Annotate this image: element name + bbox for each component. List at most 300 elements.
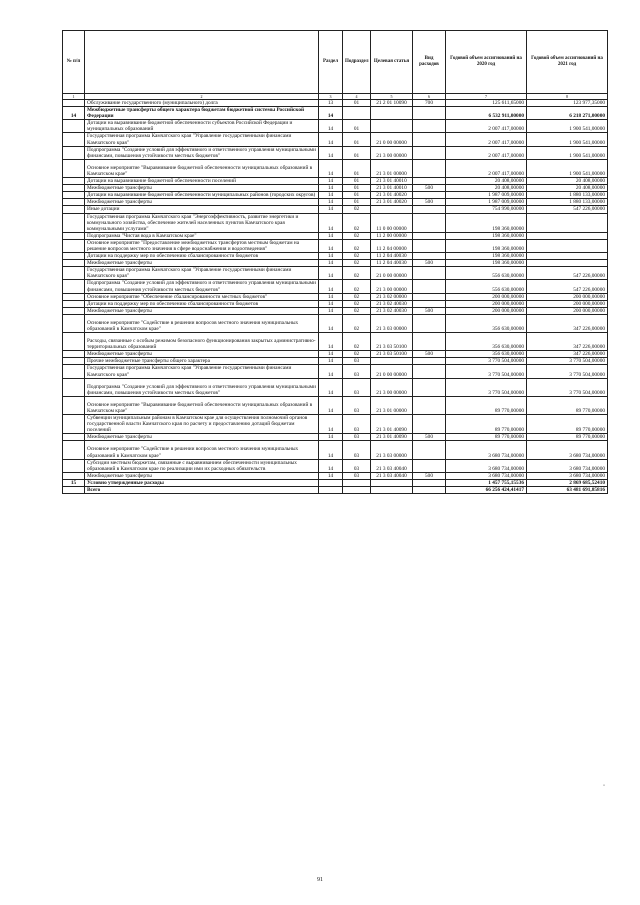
row-amount-2020: 356 630,00000 xyxy=(446,351,527,358)
row-razdel: 14 xyxy=(319,206,343,213)
row-amount-2021 xyxy=(527,232,608,239)
corner-mark: » xyxy=(603,782,605,787)
row-amount-2021: 1 880 133,00000 xyxy=(527,192,608,199)
row-amount-2020: 3 770 504,00000 xyxy=(446,358,527,365)
table-row xyxy=(63,120,608,133)
row-target-article: 21 3 03 50100 xyxy=(371,351,413,358)
table-row xyxy=(63,253,608,260)
table-row xyxy=(63,459,608,472)
row-podrazdel: 03 xyxy=(343,358,371,365)
row-razdel: 14 xyxy=(319,192,343,199)
row-amount-2021: 1 900 541,00000 xyxy=(527,133,608,146)
row-name: Иные дотации xyxy=(85,206,319,213)
row-razdel: 14 xyxy=(319,459,343,472)
row-name: Государственная программа Камчатского края "Управление государственными финансами Камчатского края" xyxy=(85,365,319,378)
row-number xyxy=(63,300,85,307)
table-row xyxy=(63,213,608,232)
row-amount-2020: 2 007 417,00000 xyxy=(446,120,527,133)
row-razdel xyxy=(319,479,343,486)
row-expense-type xyxy=(413,396,446,414)
row-name: Дотации на выравнивание бюджетной обеспеченности поселений xyxy=(85,178,319,185)
row-podrazdel: 02 xyxy=(343,307,371,314)
row-razdel: 14 xyxy=(319,260,343,267)
row-amount-2021: 6 218 271,00000 xyxy=(527,107,608,120)
row-razdel: 14 xyxy=(319,146,343,159)
row-target-article: 21 0 00 00000 xyxy=(371,267,413,280)
table-row xyxy=(63,415,608,434)
row-number xyxy=(63,365,85,378)
row-number xyxy=(63,199,85,206)
row-amount-2020: 356 630,00000 xyxy=(446,314,527,332)
row-amount-2021: 347 226,00000 xyxy=(527,314,608,332)
row-target-article: 21 3 03 40040 xyxy=(371,459,413,472)
table-row xyxy=(63,178,608,185)
row-number xyxy=(63,159,85,177)
row-amount-2020: 198 360,00000 xyxy=(446,213,527,232)
row-number xyxy=(63,192,85,199)
row-number xyxy=(63,459,85,472)
table-row xyxy=(63,185,608,192)
row-podrazdel: 01 xyxy=(343,120,371,133)
table-body xyxy=(63,100,608,494)
row-number xyxy=(63,213,85,232)
row-razdel xyxy=(319,486,343,493)
row-target-article: 21 3 01 00000 xyxy=(371,396,413,414)
row-razdel: 14 xyxy=(319,472,343,479)
row-razdel: 14 xyxy=(319,253,343,260)
row-podrazdel: 02 xyxy=(343,253,371,260)
table-header-row xyxy=(63,31,608,94)
row-target-article: 21 3 01 40010 xyxy=(371,185,413,192)
row-name: Подпрограмма "Создание условий для эффективного и ответственного управления муниципальными финансами, повышения устойчивости местных бюджетов" xyxy=(85,378,319,396)
row-amount-2021: 123 977,35000 xyxy=(527,100,608,107)
row-expense-type xyxy=(413,300,446,307)
row-number xyxy=(63,178,85,185)
row-target-article xyxy=(371,479,413,486)
table-row xyxy=(63,358,608,365)
row-name: Межбюджетные трансферты xyxy=(85,472,319,479)
row-amount-2020: 2 007 417,00000 xyxy=(446,133,527,146)
row-podrazdel: 02 xyxy=(343,267,371,280)
row-podrazdel: 01 xyxy=(343,178,371,185)
col-number: 8 xyxy=(527,94,608,100)
row-amount-2021: 3 680 734,00000 xyxy=(527,459,608,472)
table-row xyxy=(63,239,608,252)
row-expense-type xyxy=(413,239,446,252)
row-target-article: 21 3 01 00000 xyxy=(371,159,413,177)
row-amount-2021: 547 226,00000 xyxy=(527,267,608,280)
row-expense-type: 500 xyxy=(413,307,446,314)
row-name: Основное мероприятие "Содействие в решении вопросов местного значения муниципальных образований в Камчатском крае" xyxy=(85,441,319,459)
row-name: Условно утвержденные расходы xyxy=(85,479,319,486)
row-amount-2021: 89 770,00000 xyxy=(527,434,608,441)
row-razdel: 14 xyxy=(319,199,343,206)
row-razdel: 14 xyxy=(319,232,343,239)
row-name: Государственная программа Камчатского края "Управление государственными финансами Камчатского края" xyxy=(85,133,319,146)
row-number xyxy=(63,185,85,192)
row-razdel: 14 xyxy=(319,120,343,133)
row-number xyxy=(63,486,85,493)
row-name: Межбюджетные трансферты xyxy=(85,351,319,358)
row-amount-2020: 20 408,00000 xyxy=(446,178,527,185)
row-target-article xyxy=(371,120,413,133)
table-row xyxy=(63,107,608,120)
row-razdel: 14 xyxy=(319,239,343,252)
row-podrazdel: 03 xyxy=(343,459,371,472)
row-razdel: 14 xyxy=(319,396,343,414)
row-number xyxy=(63,333,85,351)
row-amount-2021: 200 000,00000 xyxy=(527,293,608,300)
row-amount-2020: 754 990,00000 xyxy=(446,206,527,213)
row-expense-type: 500 xyxy=(413,199,446,206)
page-number: 91 xyxy=(317,877,323,883)
row-expense-type xyxy=(413,459,446,472)
row-number: 14 xyxy=(63,107,85,120)
row-podrazdel: 02 xyxy=(343,293,371,300)
row-expense-type xyxy=(413,415,446,434)
row-name: Обслуживание государственного (муниципального) долга xyxy=(85,100,319,107)
table-row xyxy=(63,314,608,332)
row-amount-2021: 3 680 734,00000 xyxy=(527,441,608,459)
row-expense-type xyxy=(413,267,446,280)
row-name: Подпрограмма "Чистая вода в Камчатском крае" xyxy=(85,232,319,239)
row-name: Подпрограмма "Создание условий для эффективного и ответственного управления муниципальными финансами, повышения устойчивости местных бюджетов" xyxy=(85,146,319,159)
row-amount-2020: 66 256 424,41417 xyxy=(446,486,527,493)
row-expense-type xyxy=(413,120,446,133)
row-expense-type xyxy=(413,280,446,293)
row-amount-2021: 200 000,00000 xyxy=(527,300,608,307)
header-2021: Годовой объем ассигнований на 2021 год xyxy=(527,31,608,94)
row-name: Основное мероприятие "Обеспечение сбалансированности местных бюджетов" xyxy=(85,293,319,300)
col-number: 4 xyxy=(343,94,371,100)
row-amount-2021: 3 770 504,00000 xyxy=(527,358,608,365)
row-amount-2021: 20 408,00000 xyxy=(527,185,608,192)
table-row xyxy=(63,206,608,213)
row-name: Всего xyxy=(85,486,319,493)
table-row xyxy=(63,100,608,107)
row-podrazdel xyxy=(343,486,371,493)
row-amount-2020: 556 630,00000 xyxy=(446,267,527,280)
row-target-article: 21 3 00 00000 xyxy=(371,280,413,293)
row-amount-2020: 20 408,00000 xyxy=(446,185,527,192)
row-target-article: 21 0 00 00000 xyxy=(371,133,413,146)
header-expense-type: Вид расходов xyxy=(413,31,446,94)
row-amount-2021: 347 226,00000 xyxy=(527,351,608,358)
document-page xyxy=(62,30,607,494)
table-row xyxy=(63,434,608,441)
row-target-article: 11 2 04 40030 xyxy=(371,253,413,260)
table-row xyxy=(63,351,608,358)
row-number xyxy=(63,133,85,146)
row-podrazdel: 02 xyxy=(343,232,371,239)
col-number: 2 xyxy=(85,94,319,100)
row-expense-type xyxy=(413,232,446,239)
table-row xyxy=(63,300,608,307)
row-target-article: 21 3 03 40040 xyxy=(371,472,413,479)
row-podrazdel: 03 xyxy=(343,396,371,414)
row-razdel: 14 xyxy=(319,300,343,307)
row-podrazdel: 01 xyxy=(343,100,371,107)
row-target-article xyxy=(371,486,413,493)
col-number: 5 xyxy=(371,94,413,100)
row-number xyxy=(63,206,85,213)
row-razdel: 14 xyxy=(319,314,343,332)
row-name: Субсидии местным бюджетам, связанные с выравниванием обеспеченности муниципальных образований в Камчатском крае по реализации ими их расходных обязательств xyxy=(85,459,319,472)
row-amount-2021: 547 226,00000 xyxy=(527,280,608,293)
row-number xyxy=(63,253,85,260)
budget-table xyxy=(62,30,608,494)
row-target-article: 21 3 02 40030 xyxy=(371,300,413,307)
row-number xyxy=(63,415,85,434)
row-amount-2020: 3 680 734,00000 xyxy=(446,441,527,459)
table-row xyxy=(63,280,608,293)
table-row xyxy=(63,146,608,159)
row-razdel: 14 xyxy=(319,434,343,441)
row-expense-type xyxy=(413,253,446,260)
row-podrazdel: 01 xyxy=(343,199,371,206)
row-name: Основное мероприятие "Предоставление межбюджетных трансфертов местным бюджетам на решение вопросов местного значения в сфере водоснабжения и водоотведения" xyxy=(85,239,319,252)
row-expense-type xyxy=(413,378,446,396)
row-amount-2020: 1 987 009,00000 xyxy=(446,192,527,199)
row-name: Межбюджетные трансферты xyxy=(85,307,319,314)
row-razdel: 14 xyxy=(319,415,343,434)
row-amount-2020: 198 360,00000 xyxy=(446,239,527,252)
row-podrazdel: 03 xyxy=(343,415,371,434)
row-number xyxy=(63,239,85,252)
row-amount-2021: 89 770,00000 xyxy=(527,415,608,434)
row-podrazdel: 03 xyxy=(343,472,371,479)
row-expense-type xyxy=(413,479,446,486)
row-podrazdel: 03 xyxy=(343,365,371,378)
row-name: Подпрограмма "Создание условий для эффективного и ответственного управления муниципальными финансами, повышения устойчивости местных бюджетов" xyxy=(85,280,319,293)
row-amount-2020: 89 770,00000 xyxy=(446,434,527,441)
row-razdel: 14 xyxy=(319,280,343,293)
row-podrazdel: 01 xyxy=(343,146,371,159)
row-target-article: 21 3 03 00000 xyxy=(371,314,413,332)
row-podrazdel: 01 xyxy=(343,159,371,177)
row-podrazdel xyxy=(343,479,371,486)
row-expense-type xyxy=(413,314,446,332)
table-row xyxy=(63,159,608,177)
row-amount-2020: 3 680 734,00000 xyxy=(446,472,527,479)
row-target-article xyxy=(371,107,413,120)
row-target-article: 21 3 03 50100 xyxy=(371,333,413,351)
row-amount-2020: 2 007 417,00000 xyxy=(446,146,527,159)
row-amount-2021: 1 900 541,00000 xyxy=(527,159,608,177)
row-target-article: 21 3 01 40090 xyxy=(371,434,413,441)
row-expense-type xyxy=(413,365,446,378)
row-podrazdel: 02 xyxy=(343,213,371,232)
header-target-article: Целевая статья xyxy=(371,31,413,94)
row-razdel: 13 xyxy=(319,100,343,107)
row-name: Дотации на поддержку мер по обеспечению сбалансированности бюджетов xyxy=(85,300,319,307)
row-amount-2020: 1 457 755,15536 xyxy=(446,479,527,486)
row-amount-2021: 1 880 133,00000 xyxy=(527,199,608,206)
row-podrazdel: 01 xyxy=(343,133,371,146)
row-expense-type xyxy=(413,192,446,199)
row-razdel: 14 xyxy=(319,133,343,146)
row-amount-2021: 3 770 504,00000 xyxy=(527,365,608,378)
row-expense-type xyxy=(413,333,446,351)
row-podrazdel: 02 xyxy=(343,239,371,252)
row-expense-type xyxy=(413,441,446,459)
row-podrazdel: 01 xyxy=(343,185,371,192)
row-expense-type: 700 xyxy=(413,100,446,107)
col-number: 3 xyxy=(319,94,343,100)
row-amount-2020: 6 532 911,00000 xyxy=(446,107,527,120)
row-amount-2020: 2 007 417,00000 xyxy=(446,159,527,177)
row-razdel: 14 xyxy=(319,267,343,280)
row-expense-type xyxy=(413,159,446,177)
row-number xyxy=(63,396,85,414)
row-podrazdel: 02 xyxy=(343,351,371,358)
row-razdel: 14 xyxy=(319,333,343,351)
row-razdel: 14 xyxy=(319,365,343,378)
row-amount-2021: 2 869 685,52410 xyxy=(527,479,608,486)
row-expense-type xyxy=(413,293,446,300)
row-target-article: 21 3 00 00000 xyxy=(371,378,413,396)
row-amount-2020: 125 611,65000 xyxy=(446,100,527,107)
row-amount-2020: 198 360,00000 xyxy=(446,253,527,260)
row-target-article: 21 0 00 00000 xyxy=(371,365,413,378)
row-name: Межбюджетные трансферты xyxy=(85,434,319,441)
row-expense-type: 500 xyxy=(413,434,446,441)
row-razdel: 14 xyxy=(319,441,343,459)
row-expense-type xyxy=(413,206,446,213)
row-name: Межбюджетные трансферты xyxy=(85,260,319,267)
row-amount-2020: 3 680 734,00000 xyxy=(446,459,527,472)
row-podrazdel xyxy=(343,107,371,120)
row-podrazdel: 02 xyxy=(343,300,371,307)
row-target-article: 11 0 00 00000 xyxy=(371,213,413,232)
row-name: Дотации на выравнивание бюджетной обеспеченности субъектов Российской Федерации и муниципальных образований xyxy=(85,120,319,133)
row-name: Субвенции муниципальным районам в Камчатском крае для осуществления полномочий органов государственной власти Камчатского края по расчету и предоставлению дотаций бюджетам поселений xyxy=(85,415,319,434)
header-number: № п/п xyxy=(63,31,85,94)
row-razdel: 14 xyxy=(319,185,343,192)
row-name: Государственная программа Камчатского края "Энергоэффективность, развитие энергетики и коммунального хозяйства, обеспечение жителей населенных пунктов Камчатского края коммунальными услугами" xyxy=(85,213,319,232)
row-razdel: 14 xyxy=(319,213,343,232)
row-podrazdel: 02 xyxy=(343,260,371,267)
row-razdel: 14 xyxy=(319,378,343,396)
row-amount-2021: 200 000,00000 xyxy=(527,307,608,314)
row-number: 15 xyxy=(63,479,85,486)
row-number xyxy=(63,293,85,300)
row-target-article: 21 3 00 00000 xyxy=(371,146,413,159)
row-podrazdel: 03 xyxy=(343,434,371,441)
row-name: Межбюджетные трансферты общего характера бюджетам бюджетной системы Российской Федерации xyxy=(85,107,319,120)
row-number xyxy=(63,260,85,267)
row-number xyxy=(63,472,85,479)
row-amount-2020: 200 000,00000 xyxy=(446,293,527,300)
table-row xyxy=(63,333,608,351)
row-name: Расходы, связанные с особым режимом безопасного функционирования закрытых административно-территориальных образований xyxy=(85,333,319,351)
row-expense-type: 500 xyxy=(413,260,446,267)
table-row xyxy=(63,293,608,300)
row-amount-2021: 63 481 691,85816 xyxy=(527,486,608,493)
table-row xyxy=(63,260,608,267)
row-amount-2020: 3 770 504,00000 xyxy=(446,365,527,378)
row-razdel: 14 xyxy=(319,293,343,300)
row-expense-type: 500 xyxy=(413,185,446,192)
row-amount-2021: 347 226,00000 xyxy=(527,333,608,351)
row-target-article: 21 3 01 40020 xyxy=(371,192,413,199)
row-expense-type xyxy=(413,146,446,159)
row-amount-2020: 200 000,00000 xyxy=(446,307,527,314)
header-2020: Годовой объем ассигнований на 2020 год xyxy=(446,31,527,94)
table-row xyxy=(63,472,608,479)
row-target-article: 21 3 01 40010 xyxy=(371,178,413,185)
row-podrazdel: 03 xyxy=(343,378,371,396)
table-row xyxy=(63,192,608,199)
col-number: 7 xyxy=(446,94,527,100)
row-podrazdel: 02 xyxy=(343,206,371,213)
row-target-article: 11 2 00 00000 xyxy=(371,232,413,239)
row-amount-2020: 89 770,00000 xyxy=(446,415,527,434)
row-podrazdel: 01 xyxy=(343,192,371,199)
row-amount-2021 xyxy=(527,239,608,252)
row-expense-type: 500 xyxy=(413,472,446,479)
row-amount-2021: 89 770,00000 xyxy=(527,396,608,414)
table-row xyxy=(63,133,608,146)
row-name: Дотации на поддержку мер по обеспечению сбалансированности бюджетов xyxy=(85,253,319,260)
table-row xyxy=(63,232,608,239)
row-amount-2020: 89 770,00000 xyxy=(446,396,527,414)
table-row xyxy=(63,199,608,206)
row-name: Межбюджетные трансферты xyxy=(85,185,319,192)
row-number xyxy=(63,351,85,358)
row-amount-2021: 1 900 541,00000 xyxy=(527,120,608,133)
table-row xyxy=(63,479,608,486)
row-target-article: 21 3 02 00000 xyxy=(371,293,413,300)
row-number xyxy=(63,307,85,314)
row-expense-type xyxy=(413,213,446,232)
table-row xyxy=(63,441,608,459)
header-podrazdel: Подраздел xyxy=(343,31,371,94)
table-row xyxy=(63,378,608,396)
row-razdel: 14 xyxy=(319,358,343,365)
row-target-article xyxy=(371,206,413,213)
row-razdel: 14 xyxy=(319,351,343,358)
row-target-article: 21 3 02 40030 xyxy=(371,307,413,314)
row-expense-type xyxy=(413,358,446,365)
row-number xyxy=(63,280,85,293)
row-amount-2021: 3 680 734,00000 xyxy=(527,472,608,479)
row-amount-2021 xyxy=(527,253,608,260)
row-podrazdel: 02 xyxy=(343,333,371,351)
table-row xyxy=(63,396,608,414)
row-number xyxy=(63,358,85,365)
row-target-article: 21 3 01 40090 xyxy=(371,415,413,434)
row-expense-type: 500 xyxy=(413,351,446,358)
row-target-article: 11 2 04 00000 xyxy=(371,239,413,252)
row-amount-2021 xyxy=(527,260,608,267)
row-target-article: 11 2 04 40030 xyxy=(371,260,413,267)
row-number xyxy=(63,232,85,239)
header-razdel: Раздел xyxy=(319,31,343,94)
row-target-article: 21 3 01 40020 xyxy=(371,199,413,206)
row-number xyxy=(63,146,85,159)
table-row xyxy=(63,365,608,378)
row-amount-2021 xyxy=(527,213,608,232)
row-razdel: 14 xyxy=(319,307,343,314)
row-amount-2020: 200 000,00000 xyxy=(446,300,527,307)
row-expense-type xyxy=(413,133,446,146)
row-amount-2021: 1 900 541,00000 xyxy=(527,146,608,159)
row-razdel: 14 xyxy=(319,107,343,120)
table-row xyxy=(63,267,608,280)
row-name: Прочие межбюджетные трансферты общего характера xyxy=(85,358,319,365)
row-amount-2021: 547 226,00000 xyxy=(527,206,608,213)
